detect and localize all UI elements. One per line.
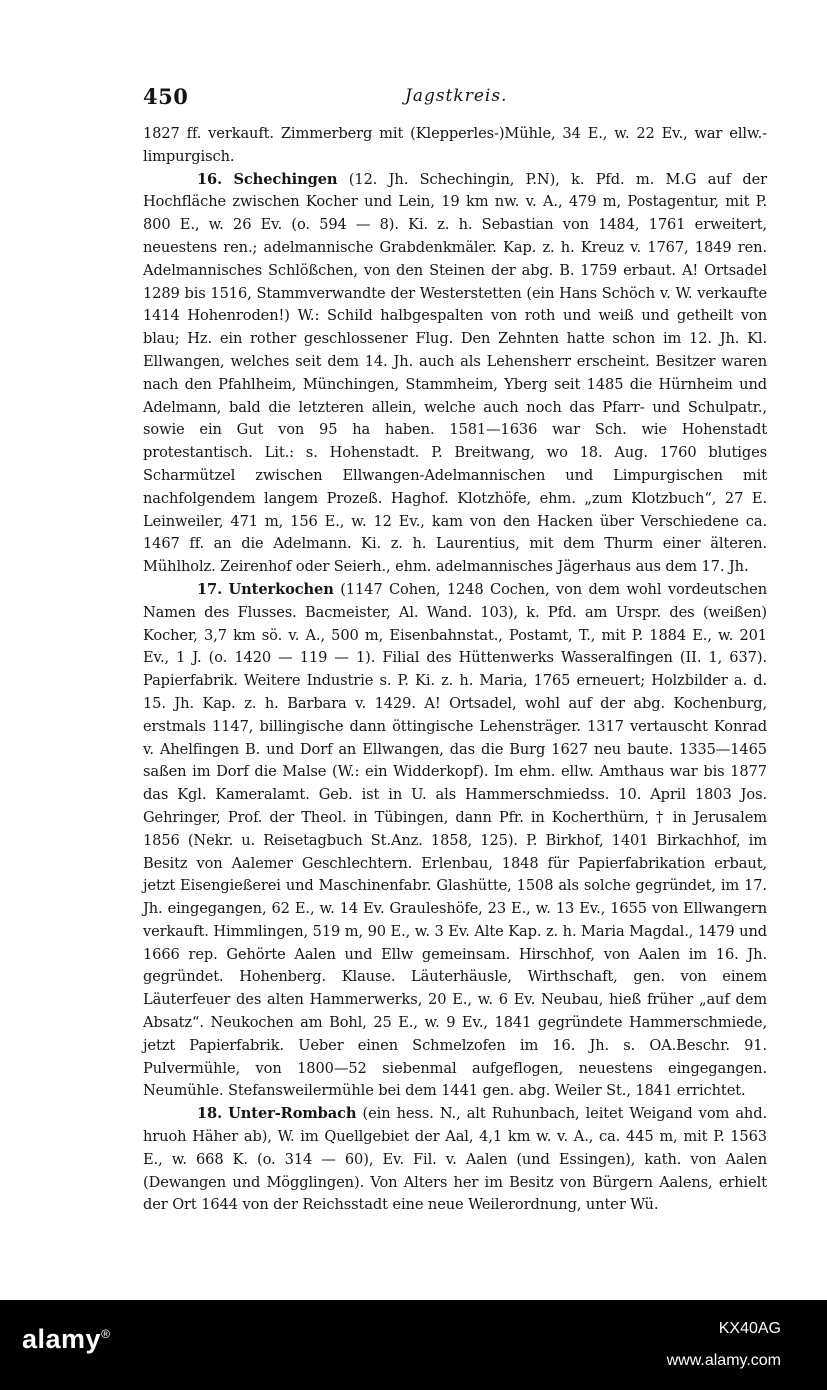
entry-text: (1147 Cohen, 1248 Cochen, von dem wohl vordeutschen Namen des Flusses. Bacmeister, Al. Wand. 103), k. Pfd. am Urspr. des (weißen) Kocher, 3,7 km sö. v. A., 500 m, Eisenbahnstat., Postamt, T., mit P. 1884 E., w. 201 Ev., 1 J. (o. 1420 — 119 — 1). Filial des Hüttenwerks Wasseralfingen (II. 1, 637). Papierfabrik. Weitere Industrie s. P. Ki. z. h. Maria, 1765 erneuert; Holzbilder a. d. 15. Jh. Kap. z. h. Barbara v. 1429. A! Ortsadel, wohl auf der abg. Kochenburg, erstmals 1147, billingische dann öttingische Lehensträger. 1317 vertauscht Konrad v. Ahelfingen B. und Dorf an Ellwangen, das die Burg 1627 neu baute. 1335—1465 saßen im Dorf die Malse (W.: ein Widderkopf). Im ehm. ellw. Amthaus war bis 1877 das Kgl. Kameralamt. Geb. ist in U. als Hammerschmiedss. 10. April 1803 Jos. Gehringer, Prof. der Theol. in Tübingen, dann Pfr. in Kocherthürn, † in Jerusalem 1856 (Nekr. u. Reisetagbuch St.Anz. 1858, 125). P. Birkhof, 1401 Birkachhof, im Besitz von Aalemer Geschlechtern. Erlenbau, 1848 für Papierfabrikation erbaut, jetzt Eisengießerei und Maschinenfabr. Glashütte, 1508 als solche gegründet, im 17. Jh. eingegangen, 62 E., w. 14 Ev. Grauleshöfe, 23 E., w. 13 Ev., 1655 von Ellwangern verkauft. Himmlingen, 519 m, 90 E., w. 3 Ev. Alte Kap. z. h. Maria Magdal., 1479 und 1666 rep. Gehörte Aalen und Ellw gemeinsam. Hirschhof, von Aalen im 16. Jh. gegründet. Hohenberg. Klause. Läuterhäusle, Wirthschaft, gen. von einem Läuterfeuer des alten Hammerwerks, 20 E., w. 6 Ev. Neubau, hieß früher „auf dem Absatz“. Neukochen am Bohl, 25 E., w. 9 Ev., 1841 gegründete Hammerschmiede, jetzt Papierfabrik. Ueber einen Schmelzofen im 16. Jh. s. OA.Beschr. 91. Pulvermühle, von 1800—52 siebenmal aufgeflogen, neuestens eingegangen. Neumühle. Stefansweilermühle bei dem 1441 gen. abg. Weiler St., 1841 errichtet. (143, 580, 768, 1100)
entry-number: 17. (197, 580, 223, 598)
entry-number: 16. (197, 170, 223, 188)
image-id: KX40AG (718, 1320, 781, 1337)
logo-text: alamy (22, 1324, 102, 1354)
entry-number: 18. (197, 1105, 223, 1123)
registered-mark: ® (101, 1327, 111, 1341)
page-number: 450 (143, 84, 189, 109)
entry-unter-rombach (143, 1103, 767, 1217)
stock-url: www.alamy.com (666, 1352, 781, 1369)
entry-text: (ein hess. N., alt Ruhunbach, leitet Weigand vom ahd. hruoh Häher ab), W. im Quellgebiet der Aal, 4,1 km w. v. A., ca. 445 m, mit P. 1563 E., w. 668 K. (o. 314 — 60), Ev. Fil. v. Aalen (und Essingen), kath. von Aalen (Dewangen und Mögglingen). Von Alters her im Besitz von Bürgern Aalens, erhielt der Ort 1644 von der Reichsstadt eine neue Weilerordnung, unter Wü. (143, 1105, 767, 1214)
alamy-logo (22, 1324, 110, 1355)
body-text (143, 123, 767, 1217)
entry-title: Schechingen (233, 170, 338, 188)
running-head: Jagstkreis. (405, 86, 508, 106)
entry-schechingen (143, 169, 767, 579)
entry-title: Unterkochen (228, 580, 334, 598)
page-header (143, 84, 763, 114)
continuation-paragraph: 1827 ff. verkauft. Zimmerberg mit (Klepperles-)Mühle, 34 E., w. 22 Ev., war ellw.-limpurgisch. (143, 125, 767, 165)
entry-title: Unter-Rombach (228, 1105, 357, 1123)
entry-text: (12. Jh. Schechingin, P.N), k. Pfd. m. M.G auf der Hochfläche zwischen Kocher und Lein, 19 km nw. v. A., 479 m, Postagentur, mit P. 800 E., w. 26 Ev. (o. 594 — 8). Ki. z. h. Sebastian von 1484, 1761 erweitert, neuestens ren.; adelmannische Grabdenkmäler. Kap. z. h. Kreuz v. 1767, 1849 ren. Adelmannisches Schlößchen, von den Steinen der abg. B. 1759 erbaut. A! Ortsadel 1289 bis 1516, Stammverwandte der Westerstetten (ein Hans Schöch v. W. verkaufte 1414 Hohenroden!) W.: Schild halbgespalten von roth und weiß und getheilt von blau; Hz. ein rother geschlossener Flug. Den Zehnten hatte schon im 12. Jh. Kl. Ellwangen, welches seit dem 14. Jh. auch als Lehensherr erscheint. Besitzer waren nach den Pfahlheim, Münchingen, Stammheim, Yberg seit 1485 die Hürnheim und Adelmann, bald die letzteren allein, welche auch noch das Pfarr- und Schulpatr., sowie ein Gut von 95 ha haben. 1581—1636 war Sch. wie Hohenstadt protestantisch. Lit.: s. Hohenstadt. P. Breitwang, wo 18. Aug. 1760 blutiges Scharmützel zwischen Ellwangen-Adelmannischen und Limpurgischen mit nachfolgendem langem Prozeß. Haghof. Klotzhöfe, ehm. „zum Klotzbuch“, 27 E. Leinweiler, 471 m, 156 E., w. 12 Ev., kam von den Hacken über Verschiedene ca. 1467 ff. an die Adelmann. Ki. z. h. Laurentius, mit dem Thurm einer älteren. Mühlholz. Zeirenhof oder Seierh., ehm. adelmannisches Jägerhaus aus dem 17. Jh. (143, 170, 767, 576)
entry-unterkochen (143, 579, 767, 1103)
stock-footer-bar (0, 1300, 827, 1390)
